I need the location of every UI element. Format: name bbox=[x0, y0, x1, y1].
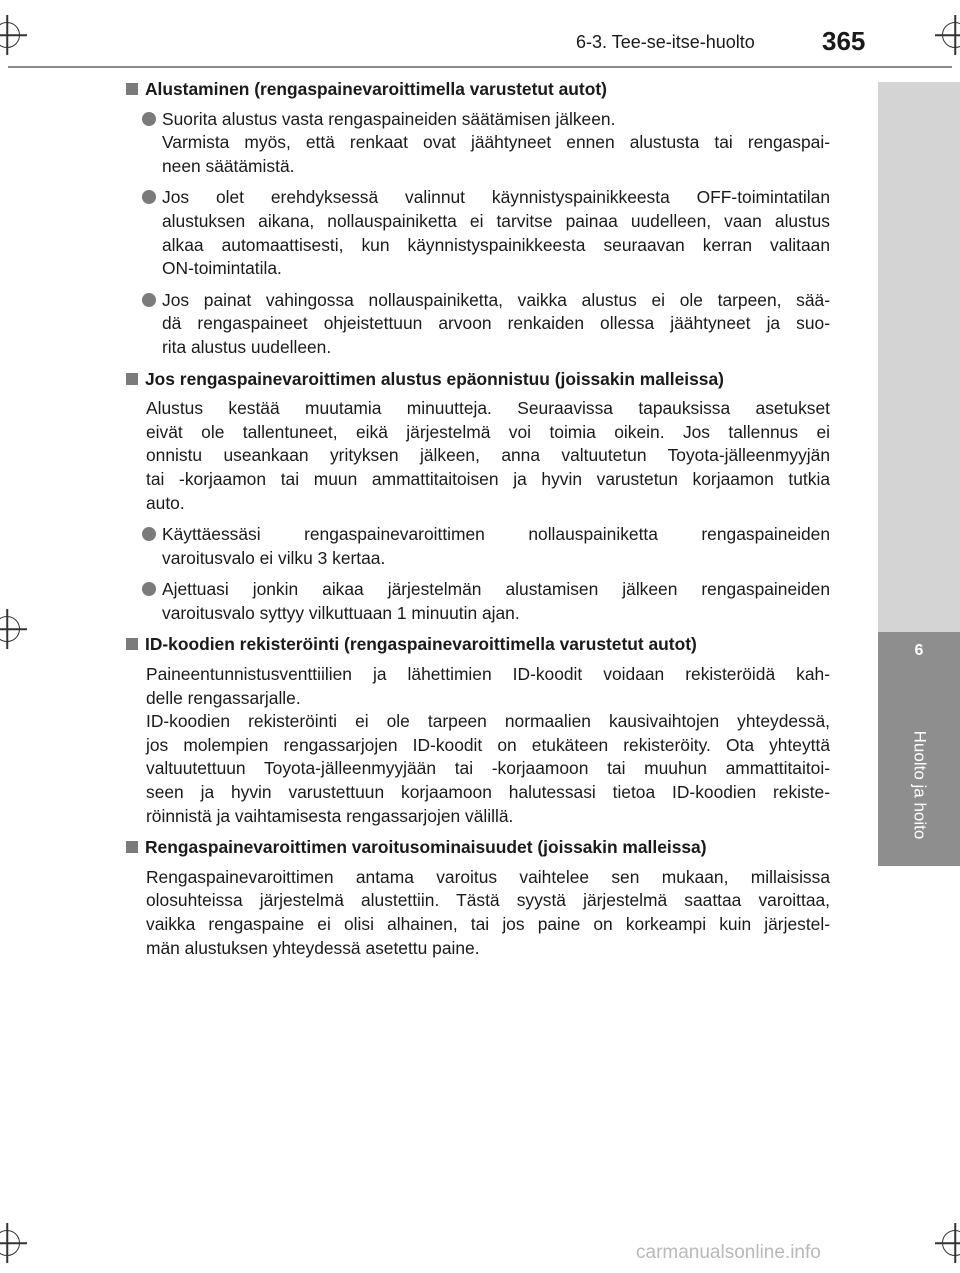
page-content bbox=[126, 78, 830, 968]
section-paragraph: Alustus kestää muutamia minuutteja. Seuraavissa tapauksissa asetukset eivät ole tallentuneet, eikä järjestelmä voi toimia oikein. Jos tallennus ei onnistu useankaan yrityksen jälkeen, anna valtuutetun Toyota-jälleenmyyjän tai -korjaamon tai muun ammattitaitoisen ja hyvin varustetun korjaamon tutkia auto. bbox=[146, 398, 830, 513]
section-heading: Rengaspainevaroittimen varoitusominaisuudet (joissakin malleissa) bbox=[126, 836, 830, 860]
crop-mark-top-right bbox=[942, 22, 960, 48]
square-bullet-icon bbox=[126, 841, 138, 853]
round-bullet-icon bbox=[142, 293, 156, 307]
round-bullet-icon bbox=[142, 190, 156, 204]
section-alustaminen bbox=[126, 78, 830, 360]
side-tab-background bbox=[878, 82, 960, 632]
bullet-item: Käyttäessäsi rengaspainevaroittimen nollauspainiketta rengaspaineiden varoitusvalo ei vilku 3 kertaa. bbox=[126, 523, 830, 570]
square-bullet-icon bbox=[126, 373, 138, 385]
section-heading: ID-koodien rekisteröinti (rengaspainevaroittimella varustetut autot) bbox=[126, 633, 830, 657]
section-varoitusominaisuudet bbox=[126, 836, 830, 960]
bullet-item: Jos olet erehdyksessä valinnut käynnistyspainikkeesta OFF-toimintatilan alustuksen aikana, nollauspainiketta ei tarvitse painaa uudelleen, vaan alustus alkaa automaattisesti, kun käynnistyspainikkeesta seuraavan kerran valitaan ON-toimintatila. bbox=[126, 186, 830, 280]
page-number: 365 bbox=[822, 26, 866, 56]
crop-mark-mid-left bbox=[0, 616, 20, 642]
square-bullet-icon bbox=[126, 638, 138, 650]
chapter-number: 6 bbox=[914, 642, 924, 659]
watermark-logo: carmanualsonline.info bbox=[636, 1242, 821, 1263]
crop-mark-bottom-left bbox=[0, 1230, 20, 1256]
header-rule bbox=[8, 66, 952, 68]
square-bullet-icon bbox=[126, 83, 138, 95]
round-bullet-icon bbox=[142, 112, 156, 126]
bullet-item: Ajettuasi jonkin aikaa järjestelmän alustamisen jälkeen rengaspaineiden varoitusvalo syttyy vilkuttuaan 1 minuutin ajan. bbox=[126, 578, 830, 625]
round-bullet-icon bbox=[142, 527, 156, 541]
section-alustus-epaonnistuu bbox=[126, 368, 830, 626]
header-section-title: 6-3. Tee-se-itse-huolto bbox=[576, 32, 755, 52]
section-id-koodien-rekisterointi bbox=[126, 633, 830, 828]
section-paragraph: Rengaspainevaroittimen antama varoitus vaihtelee sen mukaan, millaisissa olosuhteissa järjestelmä alustettiin. Tästä syystä järjestelmä saattaa varoittaa, vaikka rengaspaine ei olisi alhainen, tai jos paine on korkeampi kuin järjestel- män alustuksen yhteydessä asetettu paine. bbox=[146, 866, 830, 958]
bullet-item: Jos painat vahingossa nollauspainiketta, vaikka alustus ei ole tarpeen, sää- dä rengaspaineet ohjeistettuun arvoon renkaiden ollessa jäähtyneet ja suo- rita alustus uudelleen. bbox=[126, 289, 830, 360]
round-bullet-icon bbox=[142, 582, 156, 596]
section-paragraph: Paineentunnistusventtiilien ja lähettimien ID-koodit voidaan rekisteröidä kah- delle rengassarjalle. ID-koodien rekisteröinti ei ole tarpeen normaalien kausivaihtojen yhteydessä, jos molempien rengassarjojen ID-koodit on etukäteen rekisteröity. Ota yhteyttä valtuutettuun Toyota-jälleenmyyjään tai -korjaamoon tai muuhun ammattitaitoi- seen ja hyvin varustettuun korjaamoon halutessasi tietoa ID-koodien rekiste- röinnistä ja vaihtamisesta rengassarjojen välillä. bbox=[146, 664, 830, 826]
chapter-label-container bbox=[878, 700, 960, 870]
bullet-item: Suorita alustus vasta rengaspaineiden säätämisen jälkeen. Varmista myös, että renkaat ovat jäähtyneet ennen alustusta tai rengaspai- neen säätämistä. bbox=[126, 108, 830, 179]
chapter-label: Huolto ja hoito bbox=[910, 730, 929, 840]
section-heading: Alustaminen (rengaspainevaroittimella varustetut autot) bbox=[126, 78, 830, 102]
crop-mark-bottom-right bbox=[942, 1230, 960, 1256]
section-heading: Jos rengaspainevaroittimen alustus epäonnistuu (joissakin malleissa) bbox=[126, 368, 830, 392]
crop-mark-top-left bbox=[0, 22, 20, 48]
